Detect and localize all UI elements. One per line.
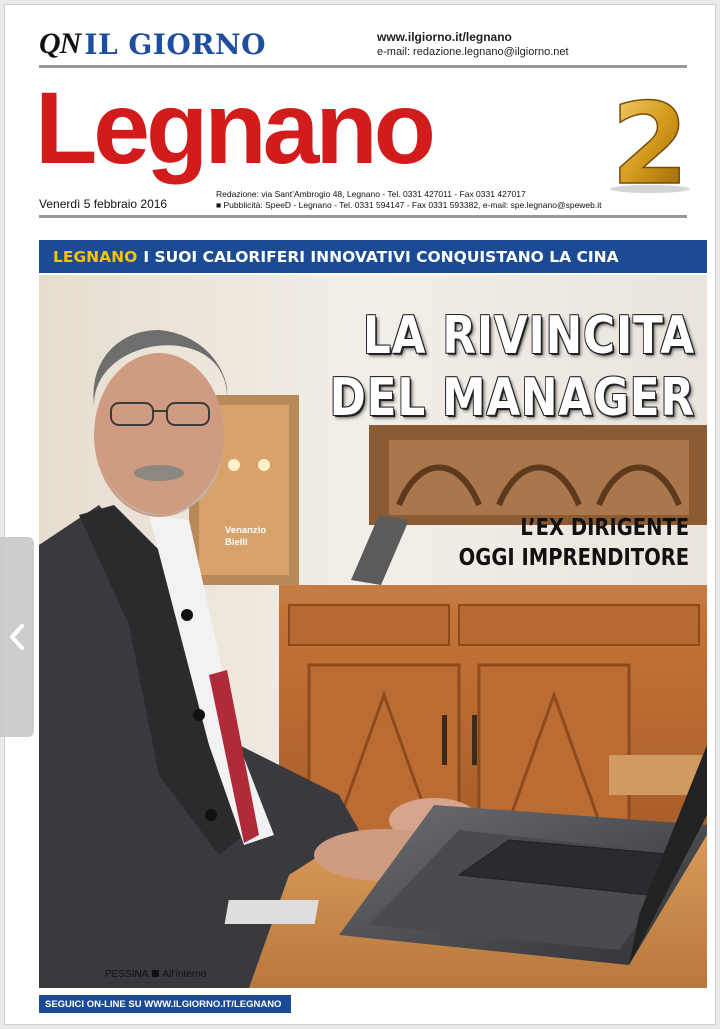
il-giorno-wordmark: IL GIORNO: [84, 27, 267, 61]
news-banner: [39, 240, 707, 273]
story-subtitle-line1: L’EX DIRIGENTE: [520, 515, 689, 541]
story-subtitle: [459, 513, 689, 573]
qn-il-giorno-logo: [39, 27, 266, 61]
banner-headline: I SUOI CALORIFERI INNOVATIVI CONQUISTANO LA CINA: [143, 247, 619, 266]
photo-caption: [225, 525, 266, 549]
section-number: 2: [611, 85, 689, 195]
caption-first-name: Venanzio: [225, 525, 267, 536]
caption-last-name: Bielli: [225, 537, 248, 548]
website-url: www.ilgiorno.it/legnano: [377, 30, 512, 44]
contact-block: [377, 30, 569, 60]
banner-kicker: LEGNANO: [53, 247, 138, 266]
inside-reference: [105, 969, 206, 983]
cover-photo: [39, 275, 707, 988]
story-title-line2: DEL MANAGER: [329, 368, 695, 428]
qn-logo-mark: QN: [39, 27, 81, 60]
author-name: PESSINA: [105, 969, 149, 980]
story-title: [330, 305, 695, 429]
newspaper-page: [4, 4, 716, 1025]
redazione-address: Redazione: via Sant’Ambrogio 48, Legnano - Tel. 0331 427011 - Fax 0331 427017: [216, 189, 526, 199]
redazione-info: [216, 189, 602, 211]
top-rule: [39, 65, 687, 68]
mid-rule: [39, 215, 687, 218]
inside-label: All’interno: [162, 969, 207, 980]
story-subtitle-line2: OGGI IMPRENDITORE: [458, 545, 689, 571]
chevron-left-icon: [6, 622, 28, 652]
pubblicita-info: ■ Pubblicità: SpeeD - Legnano - Tel. 0331 594147 - Fax 0331 593382, e-mail: spe.legnano@speweb.it: [216, 200, 602, 210]
city-title: Legnano: [35, 71, 432, 185]
section-number-badge: [605, 85, 695, 195]
issue-date: Venerdì 5 febbraio 2016: [39, 197, 168, 211]
follow-online-bar[interactable]: SEGUICI ON-LINE SU WWW.ILGIORNO.IT/LEGNANO: [39, 995, 291, 1013]
previous-page-button[interactable]: [0, 537, 34, 737]
email-address: e-mail: redazione.legnano@ilgiorno.net: [377, 46, 569, 58]
square-bullet-icon: [152, 970, 159, 977]
story-title-line1: LA RIVINCITA: [363, 306, 695, 366]
